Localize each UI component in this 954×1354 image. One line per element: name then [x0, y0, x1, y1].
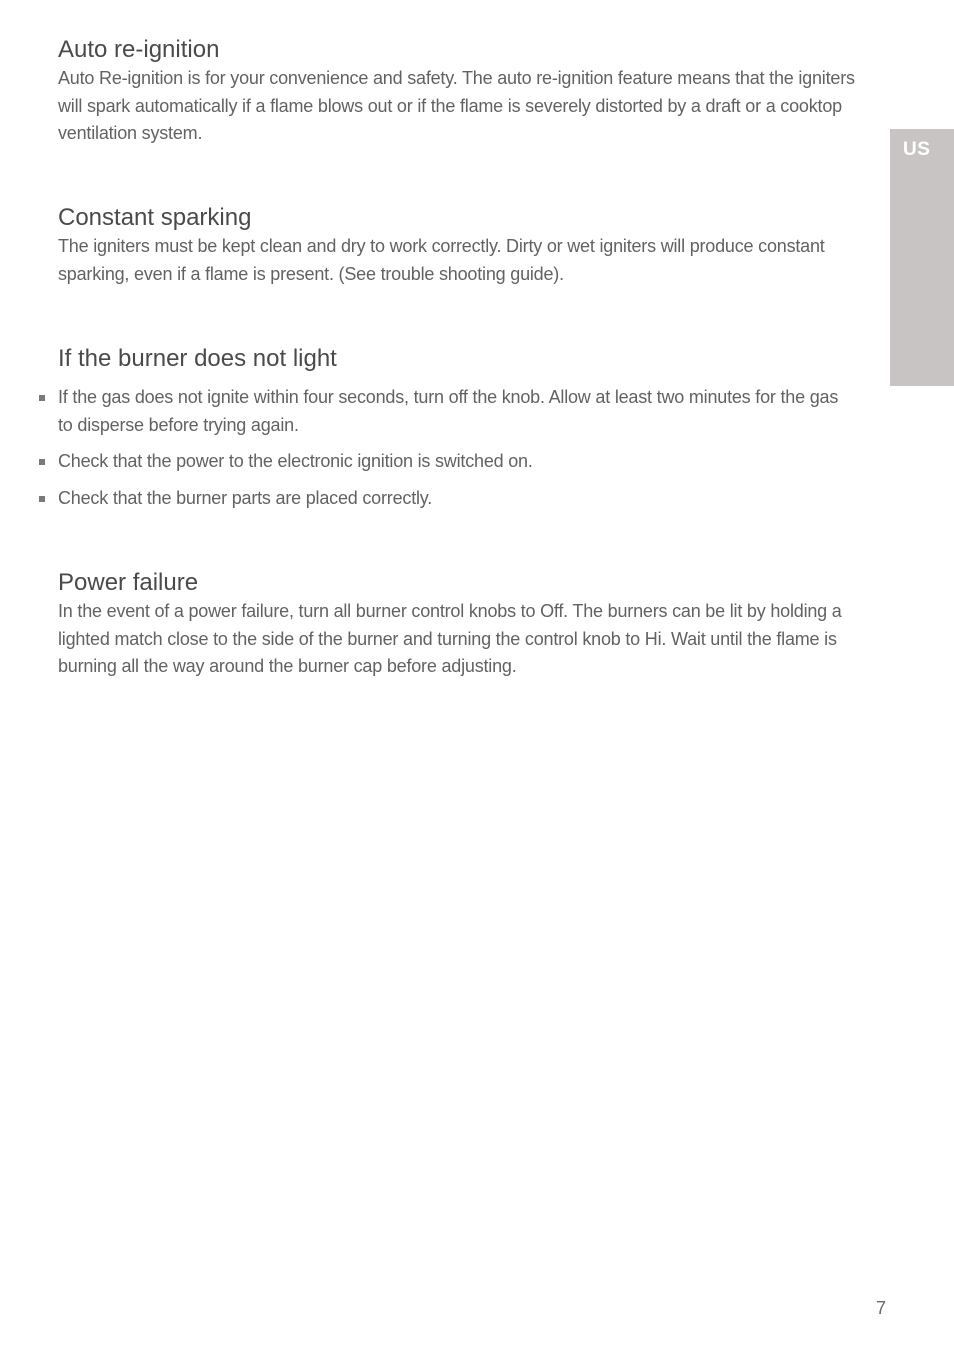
section-heading: Power failure [58, 569, 199, 596]
language-tab-label: US [903, 139, 931, 160]
section-heading: Constant sparking [58, 204, 252, 231]
section-power-failure [58, 568, 878, 681]
list-item [58, 448, 848, 476]
section-body: The igniters must be kept clean and dry to work correctly. Dirty or wet igniters will produce constant sparking, even if a flame is present. (See trouble shooting guide). [58, 236, 825, 284]
list-item-text: Check that the power to the electronic ignition is switched on. [58, 451, 533, 471]
section-body: Auto Re-ignition is for your convenience and safety. The auto re-ignition feature means that the igniters will spark automatically if a flame blows out or if the flame is severely distorted by a draft or a cooktop ventilation system. [58, 68, 855, 143]
section-body: In the event of a power failure, turn all burner control knobs to Off. The burners can be lit by holding a lighted match close to the side of the burner and turning the control knob to Hi. Wait until the flame is burning all the way around the burner cap before adjusting. [58, 601, 842, 676]
bullet-square-icon [39, 496, 45, 502]
section-heading: Auto re-ignition [58, 36, 220, 63]
list-item-text: Check that the burner parts are placed correctly. [58, 487, 433, 508]
language-tab [890, 129, 954, 386]
list-item [58, 485, 848, 513]
page-number: 7 [876, 1298, 887, 1318]
section-constant-sparking [58, 203, 878, 288]
section-auto-reignition [58, 35, 878, 148]
bullet-square-icon [39, 459, 45, 465]
section-heading: If the burner does not light [58, 345, 337, 372]
bullet-list [58, 384, 878, 512]
bullet-square-icon [39, 395, 45, 401]
section-burner-not-light [58, 344, 878, 521]
list-item-text: If the gas does not ignite within four seconds, turn off the knob. Allow at least two minutes for the gas to disperse before trying again. [58, 387, 839, 435]
list-item [58, 384, 848, 439]
